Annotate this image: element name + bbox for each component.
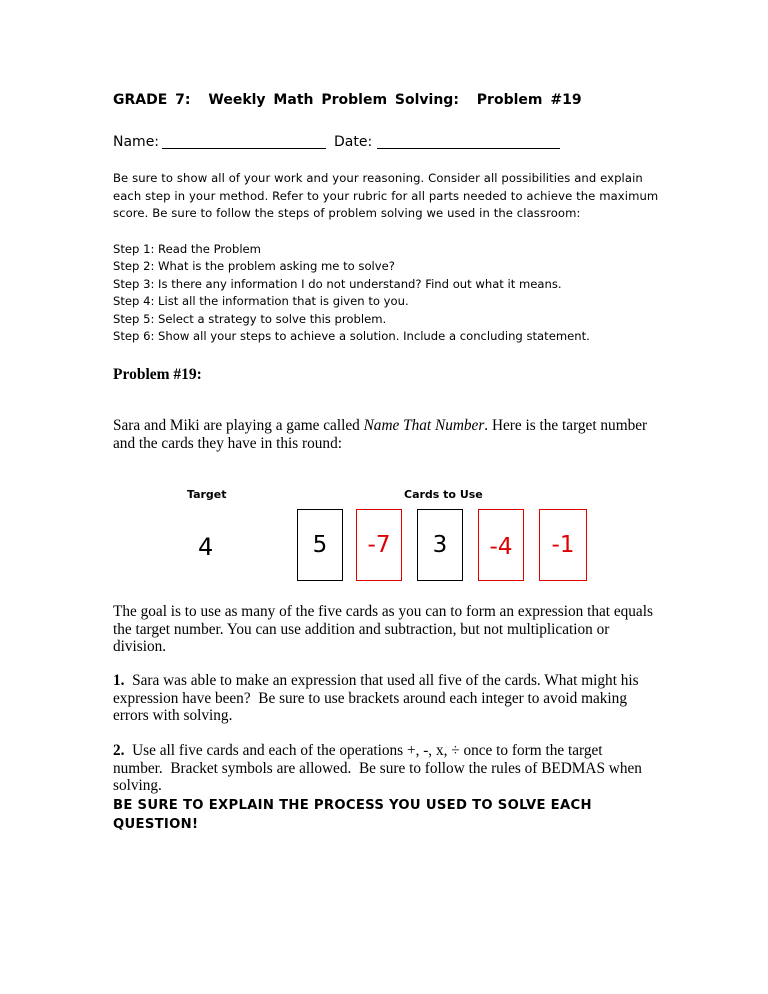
target-number: 4 (198, 533, 214, 561)
game-name: Name That Number (363, 417, 485, 434)
question-1 (113, 672, 653, 725)
card-value: -7 (367, 532, 391, 558)
story-text-after: . Here is the target number and the cards they have in this round: (113, 417, 648, 452)
card-value: 3 (432, 532, 448, 558)
problem-solving-steps (113, 241, 590, 345)
question-number: 1. (113, 672, 125, 689)
question-text: Sara was able to make an expression that used all five of the cards. What might his expression have been? Be sure to use brackets around each integer to avoid making errors with solving. (113, 672, 643, 724)
worksheet-title (113, 92, 582, 108)
question-number: 2. (113, 742, 125, 759)
step-item: Step 4: List all the information that is given to you. (113, 294, 409, 309)
cards-caption: Cards to Use (404, 488, 483, 501)
step-item: Step 5: Select a strategy to solve this problem. (113, 311, 387, 326)
name-field[interactable] (162, 148, 326, 149)
number-card (297, 509, 343, 581)
story-paragraph (113, 417, 653, 452)
card-value: -4 (489, 534, 513, 560)
card-value: 5 (312, 532, 328, 558)
grade-label: GRADE 7: (113, 92, 191, 108)
number-card (539, 509, 587, 581)
step-item: Step 6: Show all your steps to achieve a solution. Include a concluding statement. (113, 329, 590, 344)
target-caption: Target (187, 488, 227, 501)
step-item: Step 1: Read the Problem (113, 242, 261, 256)
story-text-before: Sara and Miki are playing a game called (113, 417, 364, 434)
card-value: -1 (551, 532, 575, 558)
date-label: Date: (334, 134, 373, 150)
step-item: Step 3: Is there any information I do not understand? Find out what it means. (113, 276, 562, 291)
number-card (356, 509, 402, 581)
goal-paragraph: The goal is to use as many of the five cards as you can to form an expression that equals the target number. You can use addition and subtraction, but not multiplication or division. (113, 603, 653, 655)
problem-label: Problem #19 (476, 92, 582, 108)
number-card (478, 509, 524, 581)
name-label: Name: (113, 134, 160, 150)
closing-instruction: BE SURE TO EXPLAIN THE PROCESS YOU USED TO SOLVE EACH QUESTION! (113, 798, 592, 832)
step-item: Step 2: What is the problem asking me to solve? (113, 259, 395, 274)
question-text: Use all five cards and each of the operations +, -, x, ÷ once to form the target number. Bracket symbols are allowed. Be sure to follow the rules of BEDMAS when solving. (113, 742, 646, 794)
problem-heading: Problem #19: (113, 366, 202, 383)
question-2 (113, 742, 653, 795)
date-field[interactable] (377, 148, 560, 149)
instructions-paragraph: Be sure to show all of your work and your reasoning. Consider all possibilities and explain each step in your method. Refer to your rubric for all parts needed to achieve the maximum score. Be sure to follow the steps of problem solving we used in the classroom: (113, 171, 659, 220)
course-label: Weekly Math Problem Solving: (208, 92, 459, 108)
number-card (417, 509, 463, 581)
